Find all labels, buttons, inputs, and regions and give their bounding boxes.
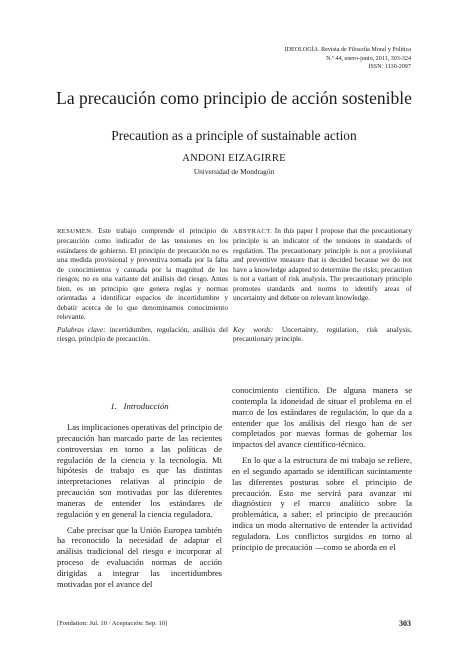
article-subtitle: Precaution as a principle of sustainable action <box>111 128 357 143</box>
keywords-es-text: incertidumbre, regulación, análisis del riesgo, principio de precaución. <box>57 325 229 344</box>
keywords-es-label: Palabras clave: <box>57 325 106 334</box>
abstract-en-label: ABSTRACT. <box>233 228 273 235</box>
section-heading: 1. Introducción <box>110 401 169 411</box>
body-paragraph: Las implicaciones operativas del principio de precaución han marcado parte de las recientes controversias en torno a las políticas de regulación de la ciencia y la tecnología. Mi hipótesis de trabajo es que las distintas interpretaciones relativas al principio de precaución son motivadas por las diferentes maneras de entender los estándares de regulación y en general la ciencia reguladora. <box>57 422 222 519</box>
page-number: 303 <box>399 619 411 628</box>
keywords-spanish <box>57 325 228 344</box>
author-affiliation: Universidad de Mondragón <box>193 167 275 176</box>
abstract-es-label: RESUMEN. <box>57 228 94 235</box>
abstract-spanish <box>57 226 228 322</box>
abstract-en-text: In this paper I propose that the precautionary principle is an indicator of the tensions in standards of regulation. The precautionary principle is not a provisional and preventive measure that is decided because we do not have a knowledge adapted to determine the risks; precaution is not a variant of risk analysis. The precautionary principle promotes standards and norms to identify areas of uncertainty and debate on relevant knowledge. <box>233 226 412 303</box>
keywords-english <box>233 325 412 344</box>
body-column-right <box>232 385 412 558</box>
abstract-english <box>233 226 412 303</box>
abstract-es-text: Este trabajo comprende el principio de precaución como indicador de las tensiones en los estándares de gobierno. El principio de precaución no es una medida provisional y preventiva tomada por la falta de conocimientos y causada por la magnitud de los riesgos; no es una variante del análisis del riesgo. Antes bien, es un principio que genera reglas y normas orientadas a identificar espacios de incertidumbre y debatir acerca de lo que denominamos conocimiento relevante. <box>57 226 228 322</box>
keywords-en-label: Key words: <box>233 325 274 334</box>
keywords-en-text: Uncertainty, regulation, risk analysis, precautionary principle. <box>233 325 412 344</box>
journal-header <box>191 46 411 72</box>
body-paragraph: conocimiento científico. De alguna manera se contempla la idoneidad de situar el problema en el marco de los estándares de regulación, lo que da a entender que los análisis del riesgo han de ser completados por nuevas formas de gobernar los impactos del avance científico-técnico. <box>232 385 412 450</box>
issue-info: N.º 44, enero-junio, 2011, 303-324 <box>326 55 411 62</box>
body-paragraph: En lo que a la estructura de mi trabajo se refiere, en el segundo apartado se identifican sucintamente las diferentes posturas sobre el principio de precaución. Esto me servirá para avanzar mi diagnóstico y el marco analítico sobre la problemática, a saber: el principio de precaución indica un modo alternativo de entender la actividad reguladora. Los conflictos surgidos en torno al principio de precaución —como se aborda en el <box>232 455 412 552</box>
article-title: La precaución como principio de acción sostenible <box>56 88 412 108</box>
body-paragraph: Cabe precisar que la Unión Europea también ha reconocido la necesidad de adaptar el análisis tradicional del riesgo e incorporar al proceso de evaluación normas de acción dirigidas a integrar las incertidumbres motivadas por el avance del <box>57 524 222 589</box>
journal-name: IDEOLOGÍA. Revista de Filosofía Moral y Política <box>284 47 411 53</box>
submission-dates: [Fondation: Jul. 10 / Aceptación: Sep. 10] <box>57 620 168 627</box>
body-column-left <box>57 422 222 595</box>
author-name: ANDONI EIZAGIRRE <box>182 153 286 164</box>
issn: ISSN: 1130-2097 <box>368 64 411 71</box>
